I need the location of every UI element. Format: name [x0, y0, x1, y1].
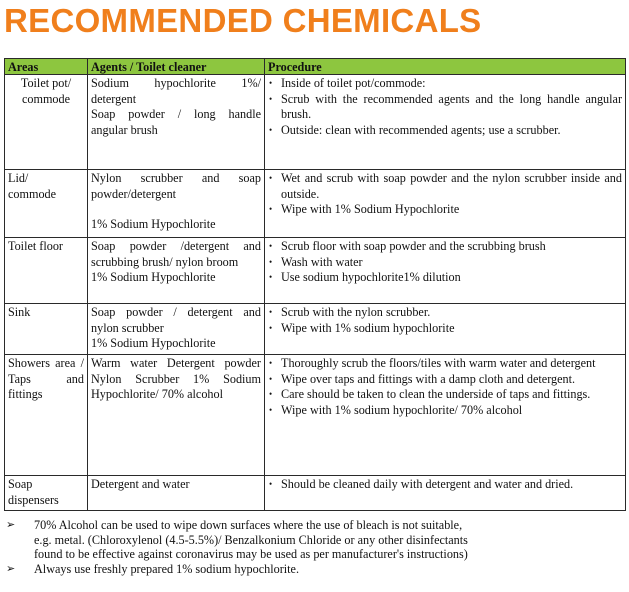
- area-cell: [5, 170, 88, 238]
- page-title: RECOMMENDED CHEMICALS: [4, 2, 482, 39]
- area-cell: [5, 75, 88, 170]
- procedure-cell: [265, 75, 626, 170]
- area-text: Showers area / Taps and fittings: [8, 356, 84, 402]
- procedure-step: • Outside: clean with recommended agents; use a scrubber.: [268, 123, 622, 139]
- note-item: [6, 518, 606, 562]
- header-procedure: Procedure: [265, 59, 626, 75]
- area-text: Soap dispensers: [8, 477, 59, 507]
- notes-section: [6, 518, 606, 576]
- area-cell: [5, 355, 88, 476]
- procedure-step: • Wipe with 1% Sodium Hypochlorite: [268, 202, 622, 218]
- procedure-step: • Wet and scrub with soap powder and the nylon scrubber inside and outside.: [268, 171, 622, 202]
- procedure-step: • Thoroughly scrub the floors/tiles with warm water and detergent: [268, 356, 622, 372]
- table-header-row: [5, 59, 626, 75]
- agent-text: Soap powder /detergent and scrubbing brush/ nylon broom: [91, 239, 261, 269]
- agents-cell: [88, 304, 265, 355]
- agents-cell: [88, 355, 265, 476]
- agent-text: Soap powder / long handle angular brush: [91, 107, 261, 137]
- arrow-right-outline-icon: ➢: [6, 561, 16, 575]
- area-cell: [5, 476, 88, 511]
- table-row: [5, 355, 626, 476]
- agent-text: 1% Sodium Hypochlorite: [91, 336, 216, 351]
- area-text: commode: [21, 91, 71, 106]
- procedure-cell: [265, 170, 626, 238]
- table-row: [5, 238, 626, 304]
- area-text: Toilet pot/: [20, 76, 72, 90]
- header-areas: Areas: [5, 59, 88, 75]
- agents-cell: [88, 476, 265, 511]
- area-text: Sink: [8, 305, 31, 319]
- procedure-step: • Wipe over taps and fittings with a damp cloth and detergent.: [268, 372, 622, 388]
- area-cell: [5, 304, 88, 355]
- area-text: Toilet floor: [8, 239, 63, 253]
- procedure-step: • Should be cleaned daily with detergent and water and dried.: [268, 477, 622, 493]
- table-row: [5, 75, 626, 170]
- agent-text: 1% Sodium Hypochlorite: [91, 217, 216, 232]
- agent-spacer: [91, 202, 261, 217]
- agents-cell: [88, 75, 265, 170]
- agent-text: Soap powder / detergent and nylon scrubber: [91, 305, 261, 335]
- note-line: Always use freshly prepared 1% sodium hypochlorite.: [34, 561, 300, 576]
- procedure-step: • Scrub floor with soap powder and the scrubbing brush: [268, 239, 622, 255]
- procedure-step: • Scrub with the nylon scrubber.: [268, 305, 622, 321]
- agent-text: Nylon scrubber and soap powder/detergent: [91, 171, 261, 201]
- agents-cell: [88, 170, 265, 238]
- header-agents: Agents / Toilet cleaner: [88, 59, 265, 75]
- procedure-step: • Use sodium hypochlorite1% dilution: [268, 270, 622, 286]
- procedure-step: • Inside of toilet pot/commode:: [268, 76, 622, 92]
- table-row: [5, 304, 626, 355]
- procedure-cell: [265, 304, 626, 355]
- arrow-right-outline-icon: ➢: [6, 518, 16, 531]
- agent-text: Detergent and water: [91, 477, 190, 491]
- procedure-step: • Scrub with the recommended agents and the long handle angular brush.: [268, 92, 622, 123]
- area-text: commode: [8, 186, 57, 201]
- procedure-step: • Wash with water: [268, 255, 622, 271]
- procedure-step: • Wipe with 1% sodium hypochlorite: [268, 321, 622, 337]
- agents-cell: [88, 238, 265, 304]
- note-line: found to be effective against coronavirus may be used as per manufacturer's instructions): [34, 547, 468, 562]
- chemicals-table: [4, 58, 626, 511]
- note-item: [6, 562, 606, 577]
- procedure-cell: [265, 476, 626, 511]
- table-row: [5, 170, 626, 238]
- area-text: Lid/: [8, 171, 29, 185]
- procedure-step: • Care should be taken to clean the underside of taps and fittings.: [268, 387, 622, 403]
- note-line: 70% Alcohol can be used to wipe down surfaces where the use of bleach is not suitable,: [34, 518, 463, 532]
- agent-text: Warm water Detergent powder Nylon Scrubber 1% Sodium Hypochlorite/ 70% alcohol: [91, 356, 261, 402]
- agent-text: 1% Sodium Hypochlorite: [91, 270, 216, 285]
- agent-text: Sodium hypochlorite 1%/ detergent: [91, 76, 261, 106]
- table-row: [5, 476, 626, 511]
- note-line: e.g. metal. (Chloroxylenol (4.5-5.5%)/ Benzalkonium Chloride or any other disinfectants: [34, 532, 468, 547]
- procedure-cell: [265, 355, 626, 476]
- procedure-step: • Wipe with 1% sodium hypochlorite/ 70% alcohol: [268, 403, 622, 419]
- procedure-cell: [265, 238, 626, 304]
- area-cell: [5, 238, 88, 304]
